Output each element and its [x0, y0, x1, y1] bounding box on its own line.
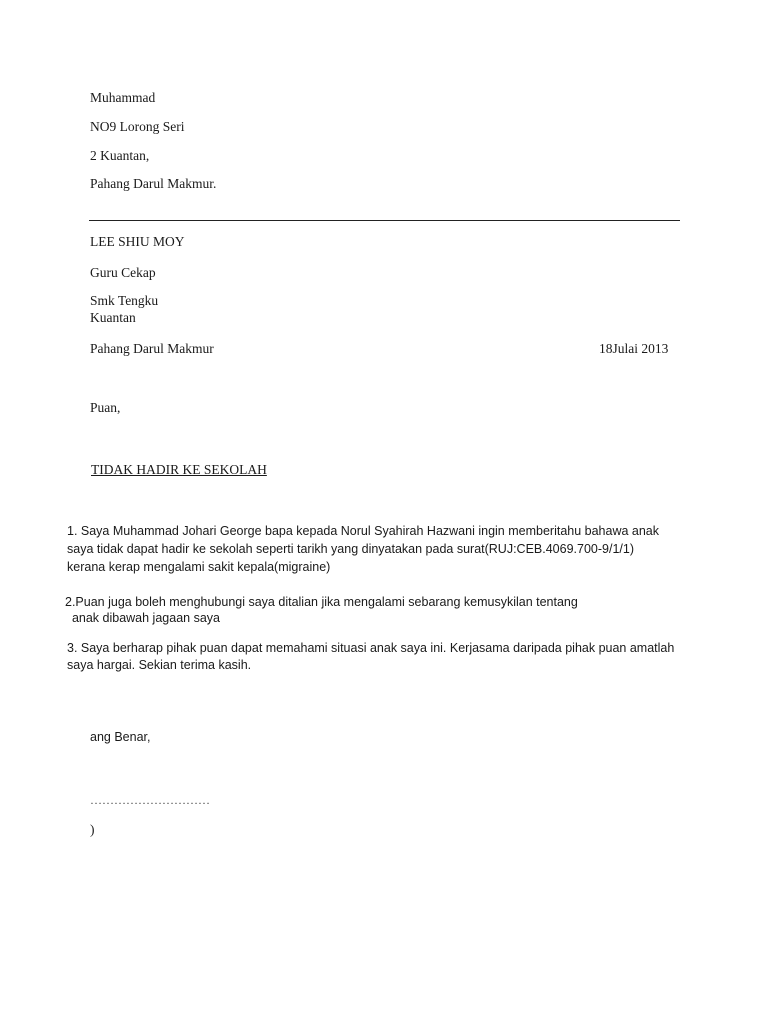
- salutation: Puan,: [90, 400, 121, 415]
- paragraph-1-line2: saya tidak dapat hadir ke sekolah seperti tarikh yang dinyatakan pada surat(RUJ:CEB.4069.700-9/1/1): [67, 542, 634, 556]
- paragraph-2-line2: anak dibawah jagaan saya: [65, 611, 220, 625]
- recipient-school-line1: Smk Tengku: [90, 293, 159, 308]
- signature-dotted-line: …………………………: [90, 793, 210, 807]
- signature-closing-paren: ): [90, 822, 95, 837]
- paragraph-1-line1: 1. Saya Muhammad Johari George bapa kepada Norul Syahirah Hazwani ingin memberitahu bahawa anak: [67, 524, 660, 538]
- recipient-title: Guru Cekap: [90, 265, 156, 280]
- paragraph-3-line2: saya hargai. Sekian terima kasih.: [67, 658, 252, 672]
- sender-address-line3: Pahang Darul Makmur.: [90, 176, 217, 191]
- paragraph-2-line1: 2.Puan juga boleh menghubungi saya ditalian jika mengalami sebarang kemusykilan tentang: [65, 595, 578, 609]
- recipient-state: Pahang Darul Makmur: [90, 341, 214, 356]
- recipient-name: LEE SHIU MOY: [90, 234, 185, 249]
- sender-address-line1: NO9 Lorong Seri: [90, 119, 185, 134]
- letter-date: 18Julai 2013: [599, 341, 669, 356]
- sender-address-line2: 2 Kuantan,: [90, 148, 150, 163]
- divider-line: [89, 220, 680, 221]
- subject-heading: TIDAK HADIR KE SEKOLAH: [91, 462, 267, 477]
- recipient-school-line2: Kuantan: [90, 310, 136, 325]
- sender-name: Muhammad: [90, 90, 156, 105]
- paragraph-1-line3: kerana kerap mengalami sakit kepala(migraine): [67, 560, 331, 574]
- paragraph-3-line1: 3. Saya berharap pihak puan dapat memahami situasi anak saya ini. Kerjasama daripada pihak puan amatlah: [67, 641, 675, 655]
- closing: ang Benar,: [90, 730, 151, 744]
